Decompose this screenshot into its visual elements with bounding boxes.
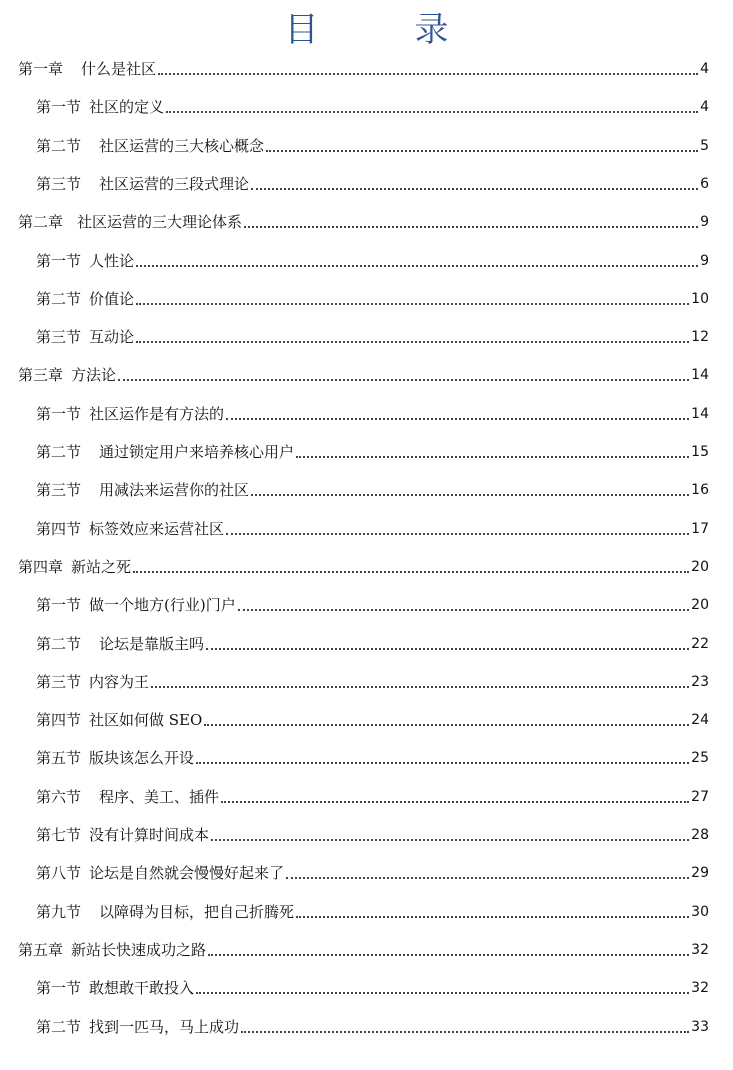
toc-section-entry[interactable]: [36, 326, 709, 348]
dot-leader: [221, 801, 689, 803]
toc-entry-page-number: 9: [700, 252, 709, 269]
toc-entry-page-number: 5: [700, 137, 709, 154]
toc-entry-number: 第九节: [36, 902, 82, 921]
toc-entry-title: 社区运营的三大核心概念: [99, 136, 265, 155]
toc-entry-page-number: 20: [691, 597, 709, 614]
toc-section-entry[interactable]: [36, 173, 709, 195]
toc-entry-title: 没有计算时间成本: [89, 826, 210, 844]
dot-leader: [244, 226, 698, 228]
toc-chapter-entry[interactable]: [18, 939, 709, 961]
toc-entry-page-number: 20: [691, 558, 709, 575]
toc-section-entry[interactable]: [36, 403, 709, 425]
dot-leader: [211, 839, 689, 841]
toc-entry-title: 方法论: [71, 366, 117, 385]
toc-entry-number: 第三节: [36, 672, 82, 691]
toc-chapter-entry[interactable]: [18, 211, 709, 233]
toc-section-entry[interactable]: [36, 633, 709, 655]
dot-leader: [296, 916, 689, 918]
toc-entry-number: 第四节: [36, 519, 82, 538]
toc-entry-page-number: 15: [691, 444, 709, 460]
dot-leader: [204, 724, 689, 726]
toc-entry-page-number: 12: [691, 329, 709, 346]
page-title: [0, 2, 733, 50]
toc-entry-number: 第五节: [36, 749, 82, 768]
dot-leader: [251, 188, 698, 190]
toc-section-entry[interactable]: [36, 709, 709, 731]
toc-entry-number: 第一章: [18, 60, 64, 78]
dot-leader: [296, 456, 689, 458]
toc-section-entry[interactable]: [36, 977, 709, 999]
toc-entry-title: 互动论: [89, 328, 135, 347]
toc-entry-title: 敢想敢干敢投入: [89, 979, 195, 998]
dot-leader: [151, 686, 689, 688]
toc-entry-page-number: 32: [691, 941, 709, 958]
toc-entry-page-number: 10: [691, 290, 709, 307]
dot-leader: [136, 341, 689, 343]
toc-entry-title: 做一个地方(行业)门户: [89, 596, 236, 615]
dot-leader: [238, 609, 689, 611]
dot-leader: [158, 73, 698, 75]
dot-leader: [208, 954, 689, 956]
toc-entry-page-number: 23: [691, 673, 709, 690]
toc-entry-number: 第一节: [36, 251, 82, 270]
toc-entry-title: 价值论: [89, 289, 135, 308]
toc-section-entry[interactable]: [36, 479, 709, 501]
toc-section-entry[interactable]: [36, 901, 709, 923]
toc-section-entry[interactable]: [36, 518, 709, 540]
toc-chapter-entry[interactable]: [18, 58, 709, 80]
toc-entry-title: 找到一匹马，马上成功: [89, 1017, 240, 1036]
toc-entry-page-number: 33: [691, 1018, 709, 1035]
toc-entry-page-number: 9: [700, 214, 709, 231]
toc-entry-page-number: 29: [691, 865, 709, 882]
dot-leader: [226, 418, 689, 420]
dot-leader: [166, 111, 698, 113]
toc-entry-page-number: 28: [691, 827, 709, 843]
title-char-2: 录: [414, 9, 449, 50]
toc-entry-title: 论坛是靠版主吗: [99, 634, 205, 653]
toc-entry-number: 第二节: [36, 289, 82, 308]
toc-entry-page-number: 4: [700, 99, 709, 116]
toc-section-entry[interactable]: [36, 441, 709, 463]
dot-leader: [136, 303, 689, 305]
toc-entry-number: 第三节: [36, 174, 82, 193]
toc-entry-page-number: 4: [700, 61, 709, 77]
toc-entry-number: 第二节: [36, 634, 82, 653]
toc-section-entry[interactable]: [36, 288, 709, 310]
toc-entry-title: 社区如何做 SEO: [89, 711, 203, 730]
toc-section-entry[interactable]: [36, 786, 709, 808]
toc-entry-number: 第二节: [36, 443, 82, 461]
toc-entry-title: 程序、美工、插件: [99, 787, 220, 806]
dot-leader: [118, 379, 689, 381]
toc-entry-title: 社区运营的三段式理论: [99, 174, 250, 193]
toc-entry-title: 社区运作是有方法的: [89, 404, 225, 423]
toc-entry-title: 用减法来运营你的社区: [99, 481, 250, 500]
toc-entry-number: 第三章: [18, 366, 64, 385]
toc-section-entry[interactable]: [36, 135, 709, 157]
toc-section-entry[interactable]: [36, 671, 709, 693]
dot-leader: [241, 1031, 689, 1033]
toc-entry-number: 第二节: [36, 136, 82, 155]
toc-entry-number: 第一节: [36, 98, 82, 117]
toc-section-entry[interactable]: [36, 594, 709, 616]
toc-entry-title: 通过锁定用户来培养核心用户: [99, 443, 295, 461]
toc-chapter-entry[interactable]: [18, 364, 709, 386]
toc-entry-title: 什么是社区: [81, 60, 157, 78]
dot-leader: [266, 150, 698, 152]
toc-section-entry[interactable]: [36, 862, 709, 884]
toc-section-entry[interactable]: [36, 1016, 709, 1038]
toc-entry-page-number: 32: [691, 980, 709, 997]
toc-entry-page-number: 27: [691, 788, 709, 805]
dot-leader: [226, 533, 689, 535]
toc-entry-page-number: 17: [691, 520, 709, 537]
toc-entry-title: 内容为王: [89, 672, 150, 691]
toc-section-entry[interactable]: [36, 250, 709, 272]
toc-entry-title: 标签效应来运营社区: [89, 519, 225, 538]
toc-entry-number: 第四节: [36, 711, 82, 730]
dot-leader: [206, 648, 689, 650]
dot-leader: [133, 571, 689, 573]
title-char-1: 目: [284, 9, 319, 50]
toc-entry-title: 新站长快速成功之路: [71, 940, 207, 959]
toc-entry-number: 第二节: [36, 1017, 82, 1036]
toc-entry-number: 第三节: [36, 481, 82, 500]
toc-entry-number: 第四章: [18, 557, 64, 576]
toc-section-entry[interactable]: [36, 96, 709, 118]
toc-entry-page-number: 24: [691, 712, 709, 729]
toc-entry-page-number: 14: [691, 367, 709, 384]
dot-leader: [286, 877, 689, 879]
toc-entry-title: 社区的定义: [89, 98, 165, 117]
toc-section-entry[interactable]: [36, 747, 709, 769]
toc-entry-page-number: 6: [700, 175, 709, 192]
toc-entry-number: 第一节: [36, 979, 82, 998]
toc-entry-number: 第一节: [36, 404, 82, 423]
toc-entry-title: 社区运营的三大理论体系: [77, 213, 243, 232]
dot-leader: [196, 762, 689, 764]
toc-entry-page-number: 30: [691, 903, 709, 920]
toc-entry-title: 人性论: [89, 251, 135, 270]
toc-entry-number: 第一节: [36, 596, 82, 615]
toc-entry-number: 第五章: [18, 940, 64, 959]
toc-entry-title: 版块该怎么开设: [89, 749, 195, 768]
toc-entry-page-number: 16: [691, 482, 709, 499]
toc-entry-number: 第二章: [18, 213, 64, 232]
toc-entry-title: 以障碍为目标，把自己折腾死: [99, 902, 295, 921]
toc-chapter-entry[interactable]: [18, 556, 709, 578]
dot-leader: [196, 992, 689, 994]
toc-section-entry[interactable]: [36, 824, 709, 846]
toc-entry-number: 第八节: [36, 864, 82, 883]
toc-entry-page-number: 25: [691, 750, 709, 767]
toc-entry-title: 论坛是自然就会慢慢好起来了: [89, 864, 285, 883]
toc-entry-page-number: 14: [691, 405, 709, 422]
toc-entry-number: 第三节: [36, 328, 82, 347]
dot-leader: [251, 494, 689, 496]
toc-entry-page-number: 22: [691, 635, 709, 652]
toc-entry-number: 第七节: [36, 826, 82, 844]
toc-entry-number: 第六节: [36, 787, 82, 806]
toc-entry-title: 新站之死: [71, 557, 132, 576]
dot-leader: [136, 265, 698, 267]
